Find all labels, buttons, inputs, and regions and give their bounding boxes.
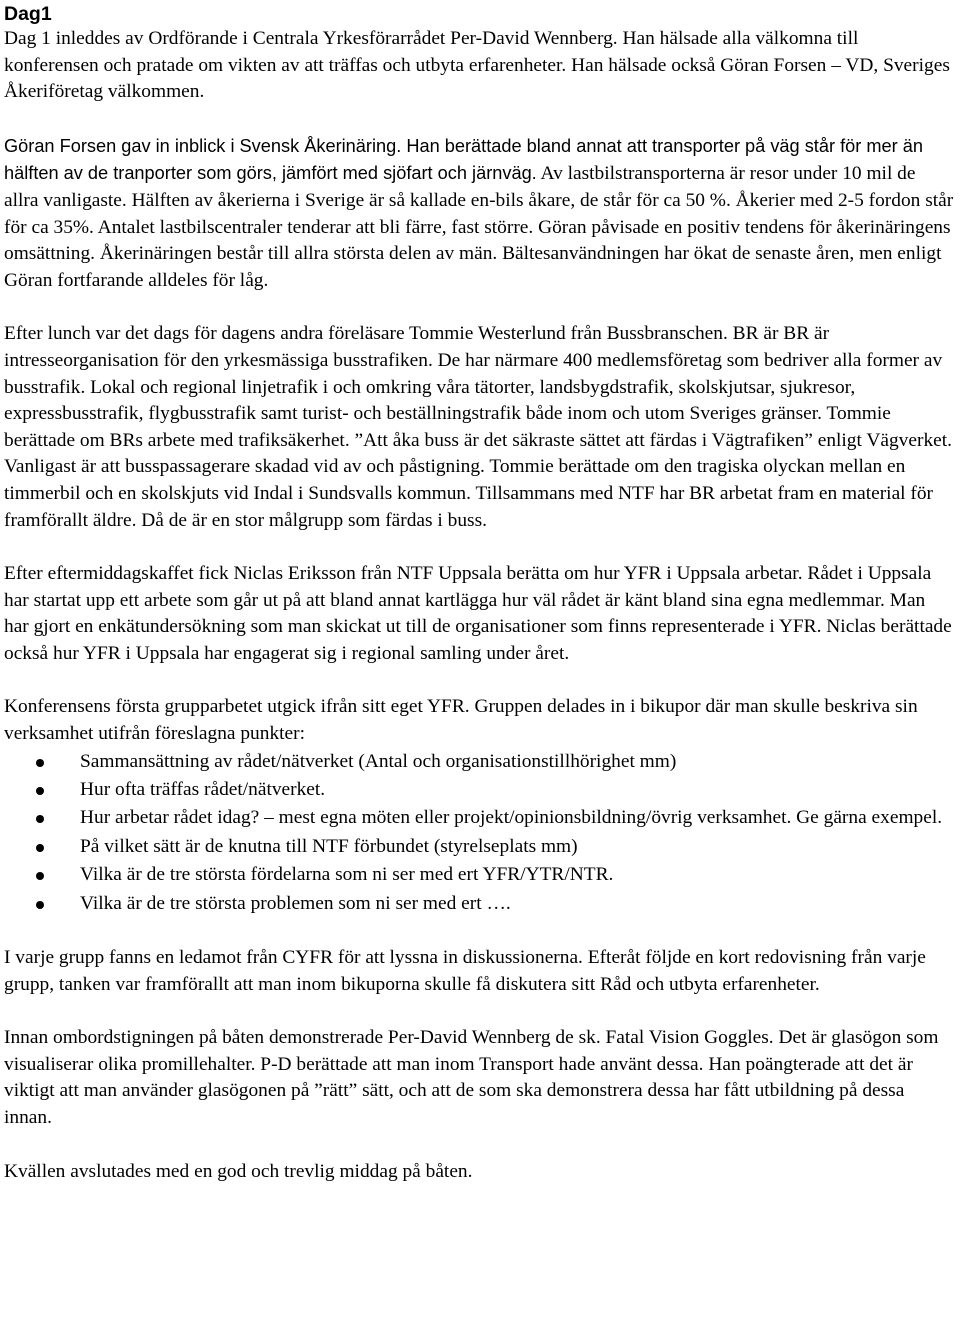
paragraph-opening: Dag 1 inleddes av Ordförande i Centrala Yrkesförarrådet Per-David Wennberg. Han hälsade alla välkomna till konferensen och pratade om vikten av att träffas och utbyta erfarenheter. Han hälsade också Göran Forsen – VD, Sveriges Åkeriföretag välkommen. [4,28,950,103]
bullet-icon [36,787,44,795]
list-item: Vilka är de tre största fördelarna som ni ser med ert YFR/YTR/NTR. [80,861,954,889]
paragraph-kvallen: Kvällen avslutades med en god och trevlig middag på båten. [4,1160,473,1182]
paragraph-goran-forsen [4,133,954,295]
bullet-icon [36,872,44,880]
paragraph-fatal-vision-goggles: Innan ombordstigningen på båten demonstrerade Per-David Wennberg de sk. Fatal Vision Goggles. Det är glasögon som visualiserar olika promillehalter. P-D berättade att man inom Transport hade använt dessa. Han poängterade att det är viktigt att man använder glasögonen på ”rätt” sätt, och att de som ska demonstrera dessa har fått utbildning på dessa innan. [4,1027,939,1129]
paragraph-goran-intro: Göran Forsen gav in inblick i Svensk Åkerinäring. [4,135,402,156]
list-item: Sammansättning av rådet/nätverket (Antal och organisationstillhörighet mm) [80,748,954,776]
paragraph-niclas-eriksson: Efter eftermiddagskaffet fick Niclas Eriksson från NTF Uppsala berätta om hur YFR i Uppsala arbetar. Rådet i Uppsala har startat upp ett arbete som går ut på att bland annat kartlägga hur väl rådet är känt bland sina egna medlemmar. Man har gjort en enkätundersökning som man skickat ut till de organisationer som finns representerade i YFR. Niclas berättade också hur YFR i Uppsala har engagerat sig i regional samling under året. [4,563,952,664]
bullet-icon [36,844,44,852]
bullet-icon [36,901,44,909]
paragraph-goran-transport: Han berättade bland annat att transporter på väg står för mer än hälften av de tranporter som görs, jämfört med sjöfart och järnväg. [4,135,923,184]
heading-dag1: Dag1 [4,3,52,25]
list-item: Hur ofta träffas rådet/nätverket. [80,776,954,804]
paragraph-tommie-westerlund: Efter lunch var det dags för dagens andra föreläsare Tommie Westerlund från Bussbranschen. BR är BR är intresseorganisation för den yrkesmässiga busstrafiken. De har närmare 400 medlemsföretag som bedriver alla former av busstrafik. Lokal och regional linjetrafik i och omkring våra tätorter, landsbygdstrafik, skolskjutsar, sjukresor, expressbusstrafik, flygbusstrafik samt turist- och beställningstrafik både inom och utom Sveriges gränser. Tommie berättade om BRs arbete med trafiksäkerhet. ”Att åka buss är det säkraste sättet att färdas i Vägtrafiken” enligt Vägverket. Vanligast är att busspassagerare skadad vid av och påstigning. Tommie berättade om den tragiska olyckan mellan en timmerbil och en skolskjuts vid Indal i Sundsvalls kommun. Tillsammans med NTF har BR arbetat fram en material för framförallt äldre. Då de är en stor målgrupp som färdas i buss. [4,323,952,531]
list-item: Vilka är de tre största problemen som ni ser med ert …. [80,890,954,918]
bullet-icon [36,815,44,823]
bullet-list-discussion-points [4,748,954,918]
paragraph-goran-details: Av lastbilstransporterna är resor under 10 mil de allra vanligaste. Hälften av åkerierna i Sverige är så kallade en-bils åkare, de står för ca 50 %. Åkerier med 2-5 fordon står för ca 35%. Antalet lastbilscentraler tenderar att bli färre, fast större. Göran påvisade en positiv tendens för åkerinäringens omsättning. Åkerinäringen består till allra största delen av män. Bältesanvändningen har ökat de senaste åren, men enligt Göran fortfarande alldeles för låg. [4,163,954,291]
bullet-icon [36,759,44,767]
list-item: På vilket sätt är de knutna till NTF förbundet (styrelseplats mm) [80,833,954,861]
paragraph-grupparbete: Konferensens första grupparbetet utgick ifrån sitt eget YFR. Gruppen delades in i bikupor där man skulle beskriva sin verksamhet utifrån föreslagna punkter: [4,696,918,745]
document-page [4,0,954,1185]
list-item: Hur arbetar rådet idag? – mest egna möten eller projekt/opinionsbildning/övrig verksamhet. Ge gärna exempel. [80,804,954,832]
paragraph-cyfr-redovisning: I varje grupp fanns en ledamot från CYFR för att lyssna in diskussionerna. Efteråt följde en kort redovisning från varje grupp, tanken var framförallt att man inom bikuporna skulle få diskutera sitt Råd och utbyta erfarenheter. [4,947,926,995]
